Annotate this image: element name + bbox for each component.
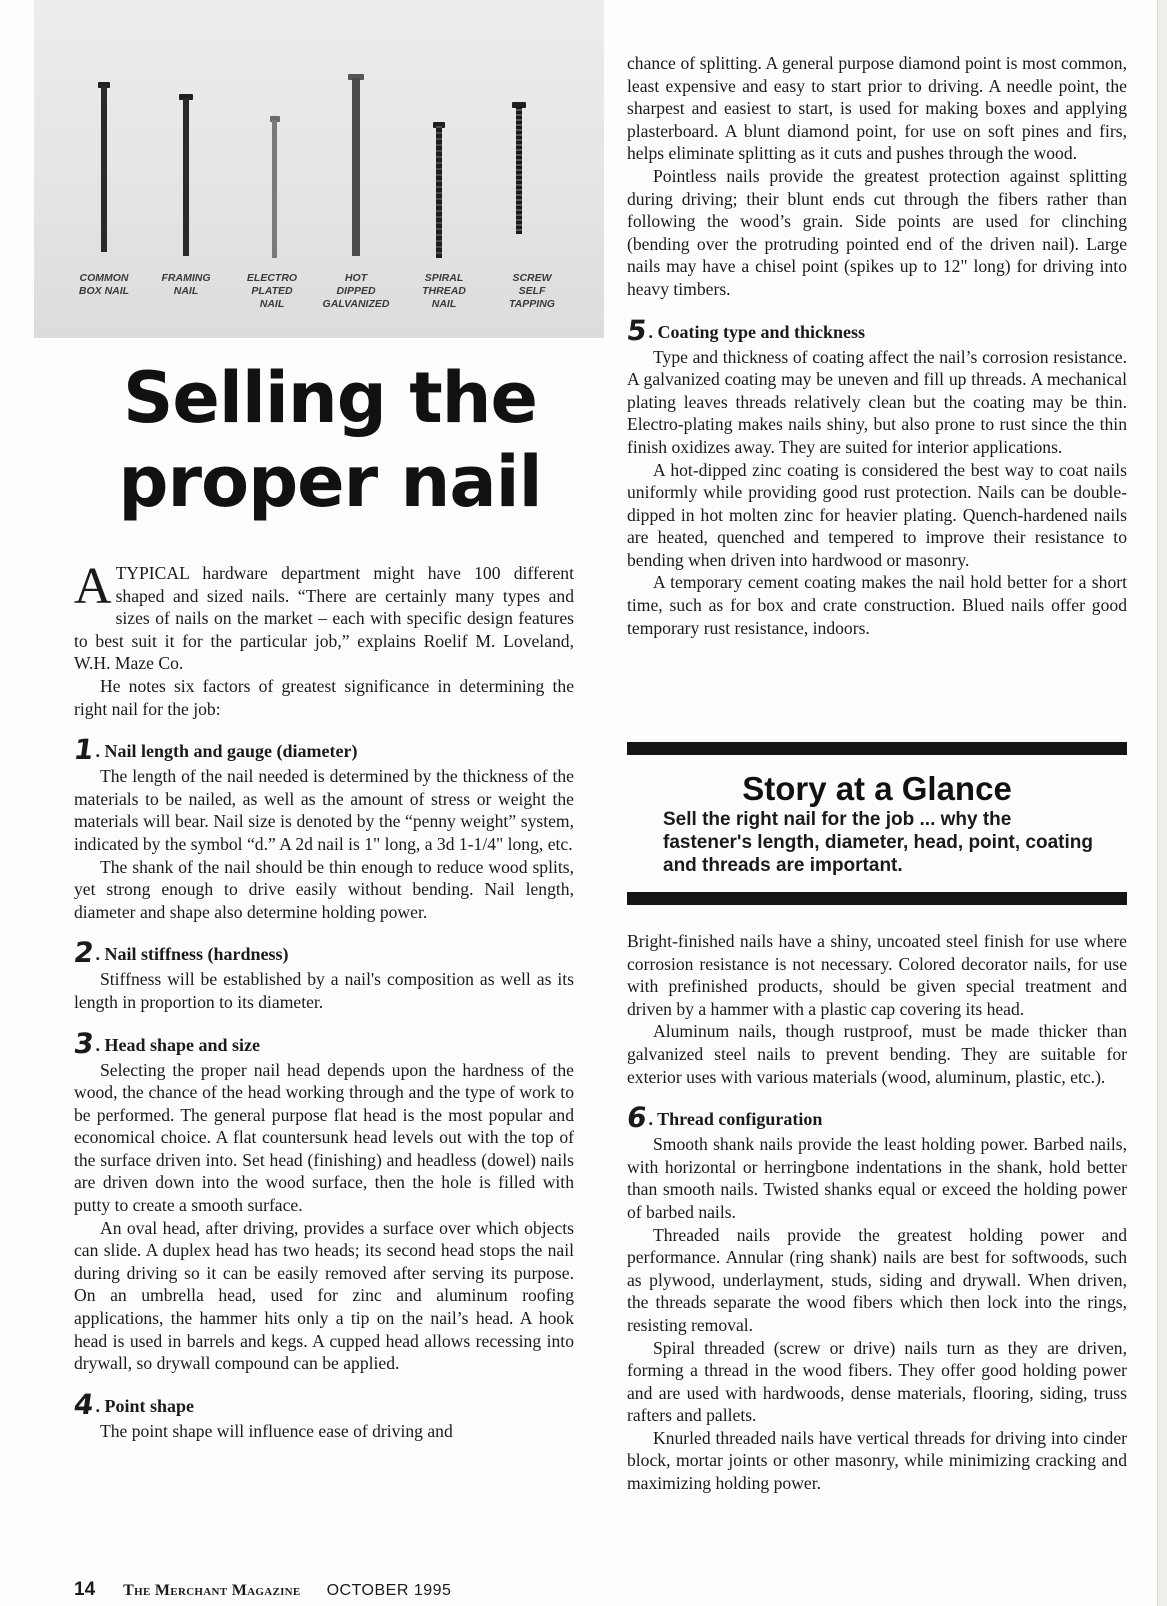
glance-subtitle: Sell the right nail for the job ... why the fastener's length, diameter, head, point, coating and threads are important.	[663, 809, 1093, 876]
section-title: . Coating type and thickness	[648, 321, 866, 342]
glance-title: Story at a Glance	[742, 770, 1012, 807]
body-paragraph: Spiral threaded (screw or drive) nails turn as they are driven, forming a thread in the wood fibers. They offer good holding power and are used with hardwoods, dense materials, flooring, siding, truss rafters and pallets.	[627, 1337, 1127, 1426]
magazine-name: The Merchant Magazine	[123, 1582, 301, 1599]
intro-paragraph	[74, 558, 574, 675]
intro-paragraph-2: He notes six factors of greatest significance in determining the right nail for the job:	[74, 675, 574, 719]
left-column	[71, 558, 574, 1442]
nails-photo	[34, 0, 604, 338]
section-number: 2	[71, 936, 96, 970]
section-heading-3	[71, 1026, 574, 1060]
section-title: . Point shape	[95, 1395, 195, 1416]
body-paragraph: Type and thickness of coating affect the nail’s corrosion resistance. A galvanized coating may be uneven and fill up threads. A mechanical plating leaves threads relatively clean but the coating may be thin. Electro-plating makes nails shiny, but also prone to rust since the thin finish oxidizes away. They are suited for interior applications.	[627, 346, 1127, 457]
body-paragraph: The shank of the nail should be thin enough to reduce wood splits, yet strong enough to drive easily without bending. Nail length, diameter and shape also determine holding power.	[74, 856, 574, 922]
section-heading-6	[624, 1101, 1127, 1135]
common-box-nail-icon	[101, 86, 107, 252]
section-heading-1	[71, 733, 574, 767]
section-title: . Nail stiffness (hardness)	[95, 944, 289, 965]
page-edge	[1157, 0, 1167, 1606]
hot-dipped-galvanized-nail-icon	[352, 78, 360, 256]
section-title: . Nail length and gauge (diameter)	[95, 741, 358, 762]
body-paragraph: A temporary cement coating makes the nail hold better for a short time, such as for box and crate construction. Blued nails offer good temporary rust resistance, indoors.	[627, 572, 1127, 638]
section-number: 4	[71, 1387, 96, 1421]
section-title: . Head shape and size	[95, 1034, 261, 1055]
page-number: 14	[74, 1579, 96, 1600]
self-tapping-screw-icon	[516, 106, 522, 234]
section-number: 5	[624, 313, 649, 347]
nail-label: ELECTRO PLATED NAIL	[246, 272, 298, 310]
nail-label: HOT DIPPED GALVANIZED	[322, 272, 390, 310]
framing-nail-icon	[183, 98, 189, 256]
page-edge-line	[1157, 0, 1158, 1606]
section-number: 6	[624, 1101, 649, 1135]
right-column-bottom	[624, 930, 1127, 1495]
nail-label: SPIRAL THREAD NAIL	[422, 272, 466, 310]
issue-date: OCTOBER 1995	[326, 1582, 452, 1599]
section-number: 1	[71, 733, 96, 767]
nail-label: FRAMING NAIL	[161, 272, 211, 297]
page-footer	[74, 1578, 674, 1602]
spiral-thread-nail-icon	[436, 126, 442, 258]
glance-bottom-bar	[627, 892, 1127, 905]
section-number: 3	[71, 1026, 96, 1060]
body-paragraph: Bright-finished nails have a shiny, uncoated steel finish for use where corrosion resistance is not necessary. Colored decorator nails, for use with prefinished products, should be given special treatment and driven by a hammer with a plastic cap covering its head.	[627, 931, 1127, 1019]
section-heading-4	[71, 1387, 574, 1421]
body-paragraph: Stiffness will be established by a nail's composition as well as its length in proportion to its diameter.	[74, 969, 574, 1012]
section-heading-2	[71, 936, 574, 970]
body-paragraph: Threaded nails provide the greatest holding power and performance. Annular (ring shank) nails are best for softwoods, such as plywood, underlayment, studs, siding and drywall. When driven, the threads separate the wood fibers which then lock into the rings, resisting removal.	[627, 1224, 1127, 1335]
body-paragraph: Knurled threaded nails have vertical threads for driving into cinder block, mortar joints or other masonry, while minimizing cracking and maximizing holding power.	[627, 1427, 1127, 1494]
section-heading-5	[624, 313, 1127, 347]
section-title: . Thread configuration	[648, 1109, 823, 1130]
article-headline: Selling the proper nail	[118, 357, 542, 523]
body-paragraph: Pointless nails provide the greatest protection against splitting during driving; their blunt ends cut through the fibers rather than following the wood’s grain. Side points are used for clinching (bending over the protruding pointed end of the driven nail). Large nails may have a chisel point (spikes up to 12" long) for driving into heavy timbers.	[627, 165, 1127, 299]
body-paragraph: Aluminum nails, though rustproof, must be made thicker than galvanized steel nails to prevent bending. They are suitable for exterior uses with various materials (wood, aluminum, plastic, etc.).	[627, 1021, 1127, 1087]
nail-label: SCREW SELF TAPPING	[509, 272, 555, 310]
story-at-a-glance	[627, 742, 1127, 902]
body-paragraph: A hot-dipped zinc coating is considered the best way to coat nails uniformly while providing good rust protection. Nails can be double-dipped in hot molten zinc for heavier plating. Quench-hardened nails are heated, quenched and tempered to improve their resistance to bending when driven into hardwood or masonry.	[627, 459, 1127, 570]
body-paragraph: An oval head, after driving, provides a surface over which objects can slide. A duplex head has two heads; its second head stops the nail during driving so it can be easily removed after serving its purpose. On an umbrella head, used for zinc and aluminum roofing applications, the hammer hits only a tip on the nail’s head. A hook head is used in barrels and kegs. A cupped head allows recessing into drywall, so drywall compound can be applied.	[74, 1217, 574, 1374]
drop-cap: A	[74, 558, 112, 615]
body-paragraph: Selecting the proper nail head depends upon the hardness of the wood, the chance of the head working through and the type of work to be performed. The general purpose flat head is the most popular and economical choice. A flat countersunk head levels out with the top of the surface driven into. Set head (finishing) and headless (dowel) nails are driven down into the wood surface, then the hole is filled with putty to create a smooth surface.	[74, 1059, 574, 1216]
electro-plated-nail-icon	[272, 120, 277, 258]
right-column-top	[624, 52, 1127, 639]
body-paragraph: Smooth shank nails provide the least holding power. Barbed nails, with horizontal or herringbone indentations in the shank, hold better than smooth nails. Twisted shanks equal or exceed the holding power of barbed nails.	[627, 1134, 1127, 1222]
nail-label: COMMON BOX NAIL	[78, 272, 130, 297]
body-paragraph: chance of splitting. A general purpose diamond point is most common, least expensive and easy to start prior to driving. A needle point, the sharpest and easiest to start, is used for making boxes and applying plasterboard. A blunt diamond point, for use on soft pines and firs, helps eliminate splitting as it cuts and pushes through the wood.	[627, 53, 1127, 164]
glance-top-bar	[627, 742, 1127, 755]
body-paragraph: The length of the nail needed is determined by the thickness of the materials to be nailed, as well as the amount of stress or weight the materials will bear. Nail size is denoted by the “penny weight” system, indicated by the symbol “d.” A 2d nail is 1" long, a 3d 1-1/4" long, etc.	[74, 766, 574, 854]
body-paragraph: The point shape will influence ease of driving and	[100, 1420, 453, 1441]
intro-text: TYPICAL hardware department might have 100 different shaped and sized nails. “There are certainly many types and sizes of nails on the market – each with specific design features to best suit it for the particular job,” explains Roelif M. Loveland, W.H. Maze Co.	[74, 563, 574, 674]
